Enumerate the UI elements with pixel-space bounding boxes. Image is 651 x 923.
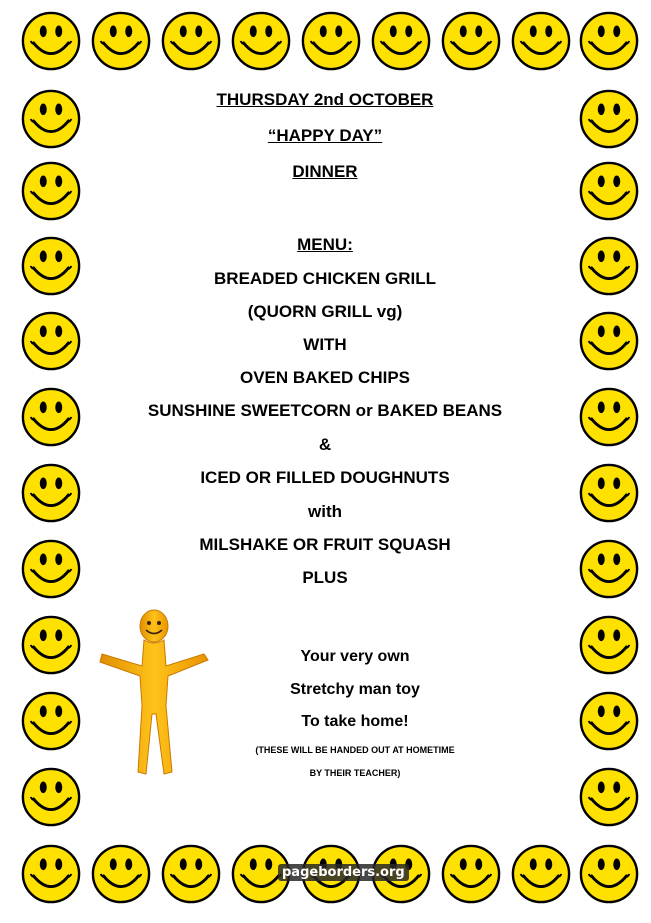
stretchy-man-icon: [98, 606, 210, 778]
watermark: pageborders.org: [278, 864, 409, 881]
smiley-face-icon: [90, 10, 152, 72]
smiley-face-icon: [578, 690, 640, 752]
smiley-face-icon: [370, 10, 432, 72]
smiley-face-icon: [20, 160, 82, 222]
menu-item: SUNSHINE SWEETCORN or BAKED BEANS: [147, 401, 503, 420]
menu-item: with: [308, 502, 342, 521]
meal-heading: DINNER: [292, 162, 358, 181]
smiley-face-icon: [20, 235, 82, 297]
menu-item: PLUS: [302, 568, 348, 587]
menu-item: WITH: [303, 335, 347, 354]
smiley-face-icon: [578, 843, 640, 905]
smiley-face-icon: [578, 160, 640, 222]
smiley-face-icon: [20, 88, 82, 150]
date-heading: THURSDAY 2nd OCTOBER: [216, 90, 434, 109]
smiley-face-icon: [578, 766, 640, 828]
smiley-face-icon: [20, 538, 82, 600]
smiley-face-icon: [578, 10, 640, 72]
smiley-face-icon: [160, 10, 222, 72]
smiley-face-icon: [578, 538, 640, 600]
theme-heading: “HAPPY DAY”: [267, 126, 383, 145]
smiley-face-icon: [160, 843, 222, 905]
menu-item: OVEN BAKED CHIPS: [239, 368, 411, 387]
smiley-face-icon: [20, 614, 82, 676]
smiley-face-icon: [20, 310, 82, 372]
smiley-face-icon: [20, 386, 82, 448]
smiley-face-icon: [20, 462, 82, 524]
smiley-face-icon: [578, 462, 640, 524]
smiley-face-icon: [20, 690, 82, 752]
smiley-face-icon: [578, 235, 640, 297]
smiley-face-icon: [578, 386, 640, 448]
toy-line: Stretchy man toy: [290, 681, 420, 698]
smiley-face-icon: [300, 10, 362, 72]
smiley-face-icon: [20, 843, 82, 905]
menu-heading: MENU:: [297, 235, 353, 254]
smiley-face-icon: [578, 310, 640, 372]
smiley-face-icon: [440, 10, 502, 72]
toy-line: Your very own: [300, 648, 410, 665]
smiley-face-icon: [20, 766, 82, 828]
toy-line: To take home!: [301, 713, 409, 730]
toy-note: BY THEIR TEACHER): [309, 768, 401, 778]
smiley-face-icon: [20, 10, 82, 72]
menu-item: MILSHAKE OR FRUIT SQUASH: [199, 535, 451, 554]
toy-note: (THESE WILL BE HANDED OUT AT HOMETIME: [255, 745, 455, 755]
smiley-face-icon: [510, 10, 572, 72]
smiley-face-icon: [578, 88, 640, 150]
smiley-face-icon: [578, 614, 640, 676]
menu-item: ICED OR FILLED DOUGHNUTS: [200, 468, 450, 487]
smiley-face-icon: [90, 843, 152, 905]
smiley-face-icon: [510, 843, 572, 905]
menu-item: (QUORN GRILL vg): [247, 302, 403, 321]
smiley-face-icon: [440, 843, 502, 905]
smiley-face-icon: [230, 10, 292, 72]
menu-item: BREADED CHICKEN GRILL: [214, 269, 436, 288]
menu-item: &: [318, 435, 332, 454]
